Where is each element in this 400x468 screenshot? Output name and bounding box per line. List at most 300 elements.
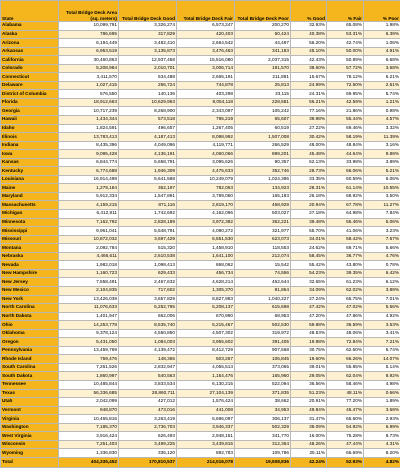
- cell-good[interactable]: 12,937,468: [119, 56, 177, 65]
- cell-state[interactable]: Michigan: [1, 210, 59, 219]
- cell-pct-good[interactable]: 34.09%: [291, 286, 327, 295]
- cell-poor[interactable]: 1,507,008: [235, 133, 291, 142]
- cell-poor[interactable]: 319,972: [235, 329, 291, 338]
- cell-pct-good[interactable]: 45.10%: [291, 47, 327, 56]
- cell-pct-good[interactable]: 38.60%: [291, 64, 327, 73]
- cell-pct-poor[interactable]: 4.92%: [364, 312, 400, 321]
- cell-total-area[interactable]: 5,912,334: [59, 192, 119, 201]
- cell-state[interactable]: New Hampshire: [1, 269, 59, 278]
- cell-good[interactable]: 4,049,096: [119, 141, 177, 150]
- cell-state[interactable]: Utah: [1, 398, 59, 407]
- cell-fair[interactable]: 8,054,118: [177, 98, 235, 107]
- cell-total-area[interactable]: 14,253,778: [59, 321, 119, 330]
- cell-total-area[interactable]: 7,185,370: [59, 423, 119, 432]
- cell-pct-fair[interactable]: 36.59%: [327, 321, 364, 330]
- cell-poor[interactable]: 211,891: [235, 73, 291, 82]
- cell-pct-fair[interactable]: 65.60%: [327, 415, 364, 424]
- cell-pct-poor[interactable]: 3.53%: [364, 321, 400, 330]
- cell-state[interactable]: Louisiana: [1, 175, 59, 184]
- cell-fair[interactable]: 2,948,161: [177, 432, 235, 441]
- cell-poor[interactable]: 228,581: [235, 98, 291, 107]
- cell-pct-good[interactable]: 47.42%: [291, 304, 327, 313]
- cell-pct-poor[interactable]: 5.06%: [364, 218, 400, 227]
- cell-pct-fair[interactable]: 62.02%: [327, 286, 364, 295]
- cell-total-area[interactable]: 9,961,041: [59, 227, 119, 236]
- cell-pct-poor[interactable]: 1.98%: [364, 22, 400, 31]
- cell-fair[interactable]: 4,475,633: [177, 167, 235, 176]
- cell-good[interactable]: 140,136: [119, 90, 177, 99]
- cell-total-area[interactable]: 5,208,984: [59, 64, 119, 73]
- cell-pct-poor[interactable]: 4.31%: [364, 440, 400, 449]
- cell-total-area[interactable]: 9,095,428: [59, 150, 119, 159]
- cell-poor[interactable]: 266,529: [235, 141, 291, 150]
- cell-pct-fair[interactable]: 66.69%: [327, 449, 364, 458]
- cell-pct-poor[interactable]: 2.51%: [364, 81, 400, 90]
- cell-state[interactable]: Maryland: [1, 192, 59, 201]
- cell-pct-good[interactable]: 58.45%: [291, 252, 327, 261]
- cell-pct-good[interactable]: 28.31%: [291, 184, 327, 193]
- cell-poor[interactable]: 391,405: [235, 338, 291, 347]
- cell-pct-fair[interactable]: 50.89%: [327, 56, 364, 65]
- cell-fair[interactable]: 3,476,463: [177, 47, 235, 56]
- cell-good[interactable]: 3,135,873: [119, 47, 177, 56]
- cell-total-area[interactable]: 6,194,449: [59, 39, 119, 48]
- cell-good[interactable]: 4,139,472: [119, 346, 177, 355]
- cell-pct-fair[interactable]: 41.06%: [327, 227, 364, 236]
- cell-total-area[interactable]: 1,160,723: [59, 269, 119, 278]
- cell-pct-fair[interactable]: 48.84%: [327, 141, 364, 150]
- cell-fair[interactable]: 795,219: [177, 116, 235, 125]
- cell-pct-fair[interactable]: 75.28%: [327, 432, 364, 441]
- cell-poor[interactable]: 502,530: [235, 321, 291, 330]
- cell-total-area[interactable]: 2,092,784: [59, 244, 119, 253]
- cell-total-area[interactable]: 2,042,099: [59, 398, 119, 407]
- cell-poor[interactable]: 65,607: [235, 116, 291, 125]
- cell-pct-good[interactable]: 15.67%: [291, 73, 327, 82]
- cell-pct-fair[interactable]: 66.26%: [327, 355, 364, 364]
- cell-fair[interactable]: 892,783: [177, 449, 235, 458]
- cell-fair[interactable]: 3,095,626: [177, 158, 235, 167]
- cell-poor[interactable]: 81,864: [235, 286, 291, 295]
- cell-total-area[interactable]: 759,476: [59, 355, 119, 364]
- cell-pct-poor[interactable]: 6.39%: [364, 30, 400, 39]
- cell-pct-good[interactable]: 26.18%: [291, 192, 327, 201]
- cell-pct-fair[interactable]: 69.95%: [327, 90, 364, 99]
- cell-pct-poor[interactable]: 7.21%: [364, 338, 400, 347]
- cell-pct-poor[interactable]: 4.57%: [364, 116, 400, 125]
- cell-pct-poor[interactable]: 4.76%: [364, 252, 400, 261]
- cell-fair[interactable]: 6,696,097: [177, 415, 235, 424]
- cell-fair[interactable]: 3,946,337: [177, 423, 235, 432]
- cell-pct-good[interactable]: 34.01%: [291, 235, 327, 244]
- cell-pct-poor[interactable]: 7.01%: [364, 295, 400, 304]
- cell-pct-fair[interactable]: 50.00%: [327, 47, 364, 56]
- cell-state[interactable]: Hawaii: [1, 116, 59, 125]
- cell-poor[interactable]: 362,221: [235, 218, 291, 227]
- cell-pct-fair[interactable]: 66.06%: [327, 167, 364, 176]
- cell-pct-good[interactable]: 49.84%: [291, 406, 327, 415]
- cell-pct-good[interactable]: 48.26%: [291, 440, 327, 449]
- cell-total-area[interactable]: 3,411,570: [59, 73, 119, 82]
- cell-pct-fair[interactable]: 65.75%: [327, 295, 364, 304]
- cell-state[interactable]: Oregon: [1, 338, 59, 347]
- cell-pct-fair[interactable]: 46.47%: [327, 406, 364, 415]
- cell-pct-poor[interactable]: 6.42%: [364, 269, 400, 278]
- cell-pct-fair[interactable]: 68.92%: [327, 192, 364, 201]
- cell-pct-good[interactable]: 24.99%: [291, 81, 327, 90]
- cell-good[interactable]: 3,326,274: [119, 22, 177, 31]
- cell-poor[interactable]: 1,024,386: [235, 175, 291, 184]
- cell-pct-good[interactable]: 39.98%: [291, 116, 327, 125]
- total-pct-good[interactable]: 42.24%: [291, 457, 327, 467]
- cell-total-area[interactable]: 13,426,039: [59, 295, 119, 304]
- cell-good[interactable]: 3,833,534: [119, 380, 177, 389]
- cell-fair[interactable]: 3,955,602: [177, 338, 235, 347]
- cell-total-area[interactable]: 11,076,633: [59, 304, 119, 313]
- cell-good[interactable]: 1,946,309: [119, 167, 177, 176]
- cell-pct-poor[interactable]: 5.56%: [364, 304, 400, 313]
- cell-pct-good[interactable]: 36.56%: [291, 380, 327, 389]
- cell-pct-poor[interactable]: 3.68%: [364, 64, 400, 73]
- cell-pct-fair[interactable]: 42.74%: [327, 39, 364, 48]
- cell-pct-good[interactable]: 27.24%: [291, 295, 327, 304]
- cell-state[interactable]: Missouri: [1, 235, 59, 244]
- cell-fair[interactable]: 3,789,060: [177, 192, 235, 201]
- cell-poor[interactable]: 118,553: [235, 244, 291, 253]
- cell-fair[interactable]: 1,305,370: [177, 286, 235, 295]
- cell-total-area[interactable]: 13,459,769: [59, 346, 119, 355]
- cell-pct-good[interactable]: 16.00%: [291, 432, 327, 441]
- cell-fair[interactable]: 3,439,815: [177, 440, 235, 449]
- cell-state[interactable]: Georgia: [1, 107, 59, 116]
- cell-poor[interactable]: 341,770: [235, 432, 291, 441]
- cell-state[interactable]: Florida: [1, 98, 59, 107]
- cell-good[interactable]: 534,488: [119, 73, 177, 82]
- cell-total-area[interactable]: 4,159,215: [59, 201, 119, 210]
- cell-total-area[interactable]: 9,378,124: [59, 329, 119, 338]
- cell-good[interactable]: 717,602: [119, 286, 177, 295]
- cell-good[interactable]: 515,320: [119, 244, 177, 253]
- cell-pct-poor[interactable]: 0.98%: [364, 107, 400, 116]
- cell-fair[interactable]: 6,130,215: [177, 380, 235, 389]
- cell-fair[interactable]: 4,507,302: [177, 329, 235, 338]
- cell-total-area[interactable]: 18,912,663: [59, 98, 119, 107]
- cell-poor[interactable]: 2,037,315: [235, 56, 291, 65]
- cell-pct-fair[interactable]: 39.35%: [327, 269, 364, 278]
- header-pct-good[interactable]: % Good: [291, 1, 327, 22]
- cell-state[interactable]: Tennessee: [1, 380, 59, 389]
- cell-poor[interactable]: 44,497: [235, 39, 291, 48]
- cell-state[interactable]: Mississippi: [1, 227, 59, 236]
- cell-poor[interactable]: 34,953: [235, 406, 291, 415]
- cell-pct-fair[interactable]: 47.44%: [327, 440, 364, 449]
- cell-good[interactable]: 2,467,632: [119, 278, 177, 287]
- cell-pct-fair[interactable]: 53.31%: [327, 30, 364, 39]
- cell-pct-fair[interactable]: 65.08%: [327, 22, 364, 31]
- cell-state[interactable]: Wyoming: [1, 449, 59, 458]
- cell-good[interactable]: 4,550,850: [119, 329, 177, 338]
- cell-poor[interactable]: 373,065: [235, 363, 291, 372]
- cell-state[interactable]: District of Columbia: [1, 90, 59, 99]
- cell-state[interactable]: New York: [1, 295, 59, 304]
- cell-poor[interactable]: 306,137: [235, 415, 291, 424]
- cell-fair[interactable]: 4,090,272: [177, 227, 235, 236]
- cell-poor[interactable]: 503,027: [235, 210, 291, 219]
- cell-pct-good[interactable]: 33.35%: [291, 175, 327, 184]
- cell-pct-poor[interactable]: 7.57%: [364, 235, 400, 244]
- cell-pct-poor[interactable]: 14.07%: [364, 355, 400, 364]
- cell-total-area[interactable]: 16,914,498: [59, 175, 119, 184]
- cell-good[interactable]: 5,252,795: [119, 304, 177, 313]
- cell-pct-good[interactable]: 45.48%: [291, 150, 327, 159]
- cell-state[interactable]: Washington: [1, 423, 59, 432]
- cell-fair[interactable]: 10,249,079: [177, 175, 235, 184]
- cell-pct-good[interactable]: 32.65%: [291, 278, 327, 287]
- cell-total-area[interactable]: 10,717,239: [59, 107, 119, 116]
- cell-pct-poor[interactable]: 6.68%: [364, 56, 400, 65]
- cell-poor[interactable]: 899,201: [235, 150, 291, 159]
- header-pct-poor[interactable]: % Poor: [364, 1, 400, 22]
- cell-pct-fair[interactable]: 61.14%: [327, 184, 364, 193]
- header-total-area[interactable]: Total Bridge Deck Area (sq. meters): [59, 1, 119, 22]
- cell-pct-fair[interactable]: 62.04%: [327, 372, 364, 381]
- cell-pct-poor[interactable]: 1.06%: [364, 39, 400, 48]
- cell-total-area[interactable]: 6,953,519: [59, 47, 119, 56]
- cell-good[interactable]: 4,136,191: [119, 150, 177, 159]
- cell-total-area[interactable]: 7,251,403: [59, 440, 119, 449]
- cell-pct-good[interactable]: 29.05%: [291, 372, 327, 381]
- cell-pct-fair[interactable]: 58.46%: [327, 380, 364, 389]
- cell-state[interactable]: Nevada: [1, 261, 59, 270]
- cell-pct-poor[interactable]: 6.99%: [364, 423, 400, 432]
- cell-pct-good[interactable]: 48.00%: [291, 141, 327, 150]
- cell-fair[interactable]: 503,267: [177, 355, 235, 364]
- cell-pct-fair[interactable]: 55.85%: [327, 363, 364, 372]
- cell-pct-fair[interactable]: 58.42%: [327, 235, 364, 244]
- cell-state[interactable]: Nebraska: [1, 252, 59, 261]
- cell-good[interactable]: 8,268,900: [119, 107, 177, 116]
- cell-good[interactable]: 871,116: [119, 201, 177, 210]
- cell-total-area[interactable]: 13,783,413: [59, 133, 119, 142]
- cell-good[interactable]: 662,006: [119, 312, 177, 321]
- cell-pct-fair[interactable]: 55.44%: [327, 116, 364, 125]
- cell-pct-poor[interactable]: 4.98%: [364, 380, 400, 389]
- cell-pct-good[interactable]: 32.93%: [291, 22, 327, 31]
- cell-pct-fair[interactable]: 64.98%: [327, 210, 364, 219]
- cell-fair[interactable]: 5,215,467: [177, 321, 235, 330]
- cell-fair[interactable]: 441,008: [177, 406, 235, 415]
- cell-pct-poor[interactable]: 5.66%: [364, 244, 400, 253]
- cell-pct-fair[interactable]: 44.64%: [327, 150, 364, 159]
- cell-good[interactable]: 4,187,413: [119, 133, 177, 142]
- cell-state[interactable]: Maine: [1, 184, 59, 193]
- cell-pct-poor[interactable]: 5.21%: [364, 167, 400, 176]
- cell-pct-good[interactable]: 56.21%: [291, 98, 327, 107]
- cell-poor[interactable]: 60,519: [235, 124, 291, 133]
- cell-pct-good[interactable]: 30.42%: [291, 133, 327, 142]
- cell-poor[interactable]: 907,568: [235, 346, 291, 355]
- cell-poor[interactable]: 615,698: [235, 304, 291, 313]
- cell-state[interactable]: Colorado: [1, 64, 59, 73]
- cell-good[interactable]: 148,365: [119, 355, 177, 364]
- cell-pct-good[interactable]: 51.23%: [291, 389, 327, 398]
- cell-state[interactable]: Idaho: [1, 124, 59, 133]
- cell-total-area[interactable]: 10,099,791: [59, 22, 119, 31]
- cell-state[interactable]: Delaware: [1, 81, 59, 90]
- cell-pct-poor[interactable]: 3.68%: [364, 406, 400, 415]
- cell-poor[interactable]: 165,183: [235, 192, 291, 201]
- cell-fair[interactable]: 456,734: [177, 269, 235, 278]
- cell-fair[interactable]: 4,628,214: [177, 278, 235, 287]
- cell-fair[interactable]: 4,119,771: [177, 141, 235, 150]
- cell-pct-fair[interactable]: 67.78%: [327, 201, 364, 210]
- cell-pct-good[interactable]: 28.73%: [291, 167, 327, 176]
- cell-state[interactable]: Iowa: [1, 150, 59, 159]
- header-good[interactable]: Total Bridge Deck Good: [119, 1, 177, 22]
- cell-pct-good[interactable]: 27.22%: [291, 124, 327, 133]
- cell-poor[interactable]: 90,357: [235, 158, 291, 167]
- cell-good[interactable]: 573,518: [119, 116, 177, 125]
- cell-good[interactable]: 10,629,963: [119, 98, 177, 107]
- cell-poor[interactable]: 109,786: [235, 449, 291, 458]
- cell-poor[interactable]: 74,556: [235, 269, 291, 278]
- cell-state[interactable]: Ohio: [1, 321, 59, 330]
- cell-state[interactable]: West Virginia: [1, 432, 59, 441]
- cell-pct-fair[interactable]: 55.46%: [327, 218, 364, 227]
- cell-state[interactable]: New Jersey: [1, 278, 59, 287]
- cell-fair[interactable]: 3,972,382: [177, 218, 235, 227]
- cell-pct-poor[interactable]: 3.89%: [364, 286, 400, 295]
- total-pct-fair[interactable]: 52.93%: [327, 457, 364, 467]
- cell-poor[interactable]: 1,040,227: [235, 295, 291, 304]
- cell-pct-poor[interactable]: 6.12%: [364, 278, 400, 287]
- cell-state[interactable]: Texas: [1, 389, 59, 398]
- cell-good[interactable]: 2,828,189: [119, 218, 177, 227]
- cell-total-area[interactable]: 1,860,997: [59, 372, 119, 381]
- cell-good[interactable]: 1,547,891: [119, 192, 177, 201]
- cell-good[interactable]: 5,641,588: [119, 175, 177, 184]
- header-state[interactable]: State: [1, 1, 59, 22]
- cell-good[interactable]: 1,742,692: [119, 210, 177, 219]
- cell-good[interactable]: 427,012: [119, 398, 177, 407]
- cell-fair[interactable]: 1,458,910: [177, 244, 235, 253]
- cell-fair[interactable]: 3,006,714: [177, 64, 235, 73]
- cell-pct-poor[interactable]: 4.91%: [364, 47, 400, 56]
- header-pct-fair[interactable]: % Fair: [327, 1, 364, 22]
- cell-good[interactable]: 629,433: [119, 269, 177, 278]
- cell-good[interactable]: 3,657,829: [119, 295, 177, 304]
- cell-total-area[interactable]: 30,460,863: [59, 56, 119, 65]
- cell-total-area[interactable]: 786,695: [59, 30, 119, 39]
- cell-fair[interactable]: 744,878: [177, 81, 235, 90]
- cell-fair[interactable]: 6,551,530: [177, 235, 235, 244]
- cell-state[interactable]: Oklahoma: [1, 329, 59, 338]
- cell-pct-poor[interactable]: 3.89%: [364, 158, 400, 167]
- cell-good[interactable]: 3,499,225: [119, 440, 177, 449]
- cell-total-area[interactable]: 1,434,344: [59, 116, 119, 125]
- cell-poor[interactable]: 134,923: [235, 184, 291, 193]
- cell-pct-good[interactable]: 19.60%: [291, 355, 327, 364]
- cell-total-area[interactable]: 1,336,830: [59, 449, 119, 458]
- cell-poor[interactable]: 212,074: [235, 252, 291, 261]
- cell-total-area[interactable]: 7,162,792: [59, 218, 119, 227]
- cell-pct-good[interactable]: 42.43%: [291, 56, 327, 65]
- cell-good[interactable]: 1,084,003: [119, 338, 177, 347]
- cell-poor[interactable]: 105,242: [235, 107, 291, 116]
- cell-state[interactable]: North Carolina: [1, 304, 59, 313]
- total-pct-poor[interactable]: 4.82%: [364, 457, 400, 467]
- cell-poor[interactable]: 68,953: [235, 312, 291, 321]
- cell-good[interactable]: 3,697,429: [119, 235, 177, 244]
- cell-poor[interactable]: 38,662: [235, 398, 291, 407]
- cell-pct-fair[interactable]: 58.19%: [327, 133, 364, 142]
- cell-total-area[interactable]: 56,336,685: [59, 389, 119, 398]
- cell-pct-good[interactable]: 56.20%: [291, 39, 327, 48]
- cell-poor[interactable]: 200,270: [235, 22, 291, 31]
- cell-pct-poor[interactable]: 6.21%: [364, 73, 400, 82]
- cell-pct-good[interactable]: 25.11%: [291, 449, 327, 458]
- cell-pct-good[interactable]: 24.31%: [291, 90, 327, 99]
- cell-poor[interactable]: 623,073: [235, 235, 291, 244]
- cell-fair[interactable]: 8,827,983: [177, 295, 235, 304]
- cell-fair[interactable]: 2,819,170: [177, 201, 235, 210]
- cell-pct-poor[interactable]: 6.74%: [364, 346, 400, 355]
- cell-total-area[interactable]: 2,104,835: [59, 286, 119, 295]
- cell-total-area[interactable]: 10,872,032: [59, 235, 119, 244]
- cell-pct-good[interactable]: 20.94%: [291, 201, 327, 210]
- cell-state[interactable]: Virginia: [1, 415, 59, 424]
- cell-pct-poor[interactable]: 0.66%: [364, 389, 400, 398]
- cell-pct-poor[interactable]: 1.21%: [364, 98, 400, 107]
- cell-pct-good[interactable]: 54.23%: [291, 269, 327, 278]
- cell-total-area[interactable]: 3,916,424: [59, 432, 119, 441]
- cell-total-area[interactable]: 6,774,688: [59, 167, 119, 176]
- cell-total-area[interactable]: 1,279,184: [59, 184, 119, 193]
- cell-state[interactable]: New Mexico: [1, 286, 59, 295]
- cell-fair[interactable]: 15,516,080: [177, 56, 235, 65]
- cell-poor[interactable]: 321,977: [235, 227, 291, 236]
- cell-good[interactable]: 2,010,701: [119, 64, 177, 73]
- cell-poor[interactable]: 165,960: [235, 372, 291, 381]
- cell-state[interactable]: North Dakota: [1, 312, 59, 321]
- cell-pct-good[interactable]: 59.88%: [291, 321, 327, 330]
- cell-pct-fair[interactable]: 42.59%: [327, 98, 364, 107]
- cell-poor[interactable]: 522,094: [235, 380, 291, 389]
- cell-fair[interactable]: 8,412,729: [177, 346, 235, 355]
- cell-fair[interactable]: 1,576,424: [177, 398, 235, 407]
- cell-state[interactable]: Kansas: [1, 158, 59, 167]
- cell-pct-good[interactable]: 39.01%: [291, 363, 327, 372]
- total-label[interactable]: Total: [1, 457, 59, 467]
- cell-pct-good[interactable]: 20.91%: [291, 398, 327, 407]
- cell-pct-poor[interactable]: 0.78%: [364, 261, 400, 270]
- cell-state[interactable]: Illinois: [1, 133, 59, 142]
- cell-pct-fair[interactable]: 47.86%: [327, 312, 364, 321]
- cell-pct-good[interactable]: 62.13%: [291, 158, 327, 167]
- cell-poor[interactable]: 371,835: [235, 389, 291, 398]
- cell-good[interactable]: 8,535,740: [119, 321, 177, 330]
- cell-pct-poor[interactable]: 5.14%: [364, 363, 400, 372]
- cell-pct-fair[interactable]: 43.80%: [327, 261, 364, 270]
- cell-state[interactable]: South Dakota: [1, 372, 59, 381]
- cell-pct-fair[interactable]: 69.71%: [327, 244, 364, 253]
- cell-pct-fair[interactable]: 77.20%: [327, 398, 364, 407]
- cell-pct-good[interactable]: 38.09%: [291, 423, 327, 432]
- cell-pct-poor[interactable]: 3.23%: [364, 227, 400, 236]
- cell-pct-good[interactable]: 40.38%: [291, 30, 327, 39]
- cell-state[interactable]: Massachusetts: [1, 201, 59, 210]
- cell-good[interactable]: 540,563: [119, 372, 177, 381]
